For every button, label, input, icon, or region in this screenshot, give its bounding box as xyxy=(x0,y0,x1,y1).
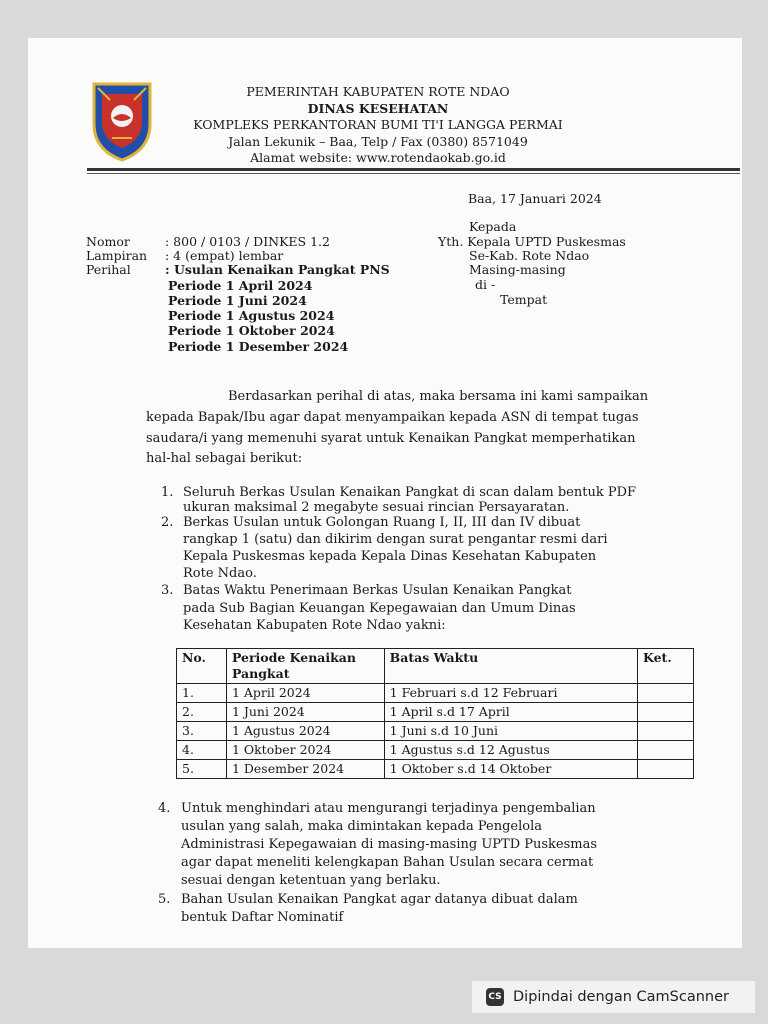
cell-periode: 1 Juni 2024 xyxy=(226,703,384,722)
deadline-table xyxy=(176,648,694,779)
periode-line: Periode 1 Juni 2024 xyxy=(168,293,307,308)
letter-date: Baa, 17 Januari 2024 xyxy=(468,191,602,206)
table-header-row xyxy=(177,649,694,684)
cell-periode: 1 Agustus 2024 xyxy=(226,722,384,741)
letterhead-rule-thick xyxy=(87,168,740,171)
nomor-value: : 800 / 0103 / DINKES 1.2 xyxy=(165,234,330,249)
list-item-line: Administrasi Kepegawaian di masing-masing UPTD Puskesmas xyxy=(181,837,598,852)
table-row xyxy=(177,722,694,741)
table-row xyxy=(177,703,694,722)
cell-batas-waktu: 1 Oktober s.d 14 Oktober xyxy=(384,760,637,779)
cell-no: 5. xyxy=(177,760,227,779)
letterhead-complex: KOMPLEKS PERKANTORAN BUMI TI'I LANGGA PERMAI xyxy=(193,117,563,132)
list-item-line: Bahan Usulan Kenaikan Pangkat agar datanya dibuat dalam xyxy=(181,892,578,907)
cell-ket xyxy=(638,703,694,722)
cell-ket xyxy=(638,741,694,760)
cell-batas-waktu: 1 Juni s.d 10 Juni xyxy=(384,722,637,741)
table-row xyxy=(177,684,694,703)
camscanner-text: Dipindai dengan CamScanner xyxy=(513,989,730,1005)
recipient-line5: Tempat xyxy=(500,292,548,307)
table-row xyxy=(177,741,694,760)
list-item-number: 3. xyxy=(161,583,174,598)
header-ket: Ket. xyxy=(638,649,694,684)
periode-line: Periode 1 Oktober 2024 xyxy=(168,323,335,338)
letterhead-government: PEMERINTAH KABUPATEN ROTE NDAO xyxy=(246,84,510,99)
intro-line: saudara/i yang memenuhi syarat untuk Kenaikan Pangkat memperhatikan xyxy=(146,431,636,446)
list-item-line: Berkas Usulan untuk Golongan Ruang I, II, III dan IV dibuat xyxy=(183,515,581,530)
list-item-line: Untuk menghindari atau mengurangi terjadinya pengembalian xyxy=(181,801,596,816)
recipient-line3: Masing-masing xyxy=(469,262,566,277)
periode-line: Periode 1 Desember 2024 xyxy=(168,339,349,354)
list-item-line: Kepala Puskesmas kepada Kepala Dinas Kesehatan Kabupaten xyxy=(183,549,597,564)
camscanner-watermark xyxy=(472,981,755,1013)
cell-no: 1. xyxy=(177,684,227,703)
list-item-number: 5. xyxy=(158,892,171,907)
letterhead-address: Jalan Lekunik – Baa, Telp / Fax (0380) 8571049 xyxy=(228,134,528,149)
list-item-line: usulan yang salah, maka dimintakan kepada Pengelola xyxy=(181,819,542,834)
cell-batas-waktu: 1 Februari s.d 12 Februari xyxy=(384,684,637,703)
list-item-line: Rote Ndao. xyxy=(183,566,257,581)
cell-periode: 1 Oktober 2024 xyxy=(226,741,384,760)
recipient-line2: Se-Kab. Rote Ndao xyxy=(469,248,590,263)
list-item-number: 1. xyxy=(161,485,174,500)
coat-of-arms-logo xyxy=(90,80,154,162)
list-item-number: 4. xyxy=(158,801,171,816)
list-item-line: rangkap 1 (satu) dan dikirim dengan surat pengantar resmi dari xyxy=(183,532,608,547)
cell-no: 2. xyxy=(177,703,227,722)
intro-line: hal-hal sebagai berikut: xyxy=(146,451,303,466)
cell-batas-waktu: 1 April s.d 17 April xyxy=(384,703,637,722)
letterhead-rule-thin xyxy=(87,173,740,174)
list-item-line: bentuk Daftar Nominatif xyxy=(181,910,344,925)
list-item-line: Batas Waktu Penerimaan Berkas Usulan Kenaikan Pangkat xyxy=(183,583,572,598)
periode-line: Periode 1 Agustus 2024 xyxy=(168,308,335,323)
intro-line: kepada Bapak/Ibu agar dapat menyampaikan kepada ASN di tempat tugas xyxy=(146,410,639,425)
table-row xyxy=(177,760,694,779)
header-batas-waktu: Batas Waktu xyxy=(384,649,637,684)
intro-line: Berdasarkan perihal di atas, maka bersama ini kami sampaikan xyxy=(228,389,649,404)
cell-ket xyxy=(638,722,694,741)
list-item-line: agar dapat meneliti kelengkapan Bahan Usulan secara cermat xyxy=(181,855,594,870)
recipient-line1: Yth. Kepala UPTD Puskesmas xyxy=(438,234,626,249)
cell-ket xyxy=(638,760,694,779)
lampiran-value: : 4 (empat) lembar xyxy=(165,248,284,263)
list-item-line: pada Sub Bagian Keuangan Kepegawaian dan Umum Dinas xyxy=(183,601,576,616)
cell-no: 3. xyxy=(177,722,227,741)
perihal-label: Perihal xyxy=(86,262,131,277)
list-item-line: ukuran maksimal 2 megabyte sesuai rincian Persayaratan. xyxy=(183,500,570,515)
nomor-label: Nomor xyxy=(86,234,130,249)
cell-ket xyxy=(638,684,694,703)
camscanner-logo-icon: CS xyxy=(486,988,504,1006)
recipient-kepada: Kepada xyxy=(469,219,517,234)
letterhead-website: Alamat website: www.rotendaokab.go.id xyxy=(250,150,506,165)
list-item-line: Seluruh Berkas Usulan Kenaikan Pangkat di scan dalam bentuk PDF xyxy=(183,485,637,500)
cell-batas-waktu: 1 Agustus s.d 12 Agustus xyxy=(384,741,637,760)
lampiran-label: Lampiran xyxy=(86,248,148,263)
cell-periode: 1 April 2024 xyxy=(226,684,384,703)
letterhead-agency: DINAS KESEHATAN xyxy=(307,101,449,116)
list-item-line: Kesehatan Kabupaten Rote Ndao yakni: xyxy=(183,618,446,633)
cell-no: 4. xyxy=(177,741,227,760)
periode-line: Periode 1 April 2024 xyxy=(168,278,313,293)
recipient-line4: di - xyxy=(475,277,496,292)
list-item-number: 2. xyxy=(161,515,174,530)
perihal-value: : Usulan Kenaikan Pangkat PNS xyxy=(165,262,390,277)
header-no: No. xyxy=(177,649,227,684)
cell-periode: 1 Desember 2024 xyxy=(226,760,384,779)
header-periode: Periode Kenaikan Pangkat xyxy=(226,649,384,684)
list-item-line: sesuai dengan ketentuan yang berlaku. xyxy=(181,873,441,888)
